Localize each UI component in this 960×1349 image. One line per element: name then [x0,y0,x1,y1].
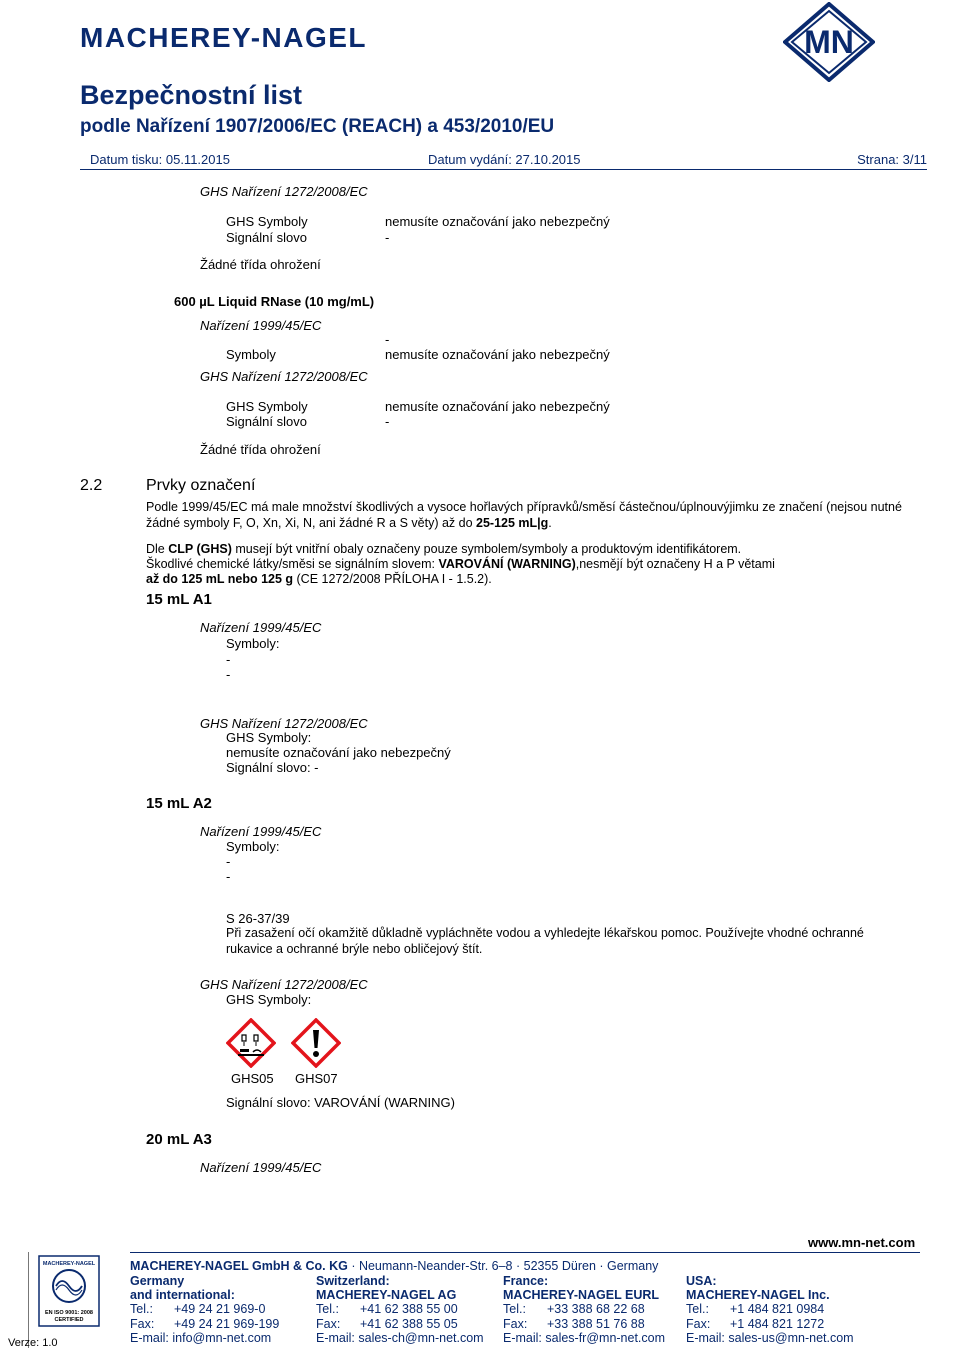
col4-tel-label: Tel.: [686,1302,709,1317]
col2-tel: +41 62 388 55 00 [360,1302,458,1317]
a1-ghs-label: GHS Symboly: [226,730,312,745]
print-date: Datum tisku: 05.11.2015 [90,152,230,167]
block2-dash: - [385,332,390,347]
col1-h1: Germany [130,1274,185,1288]
block2-symbols-label: Symboly [226,347,276,362]
block2-signal-value: - [385,414,390,429]
para2-end: musejí být vnitřní obaly označeny pouze symbolem/symboly a produktovým identifikátorem. [231,542,742,556]
para1-text: Podle 1999/45/EC má male množství škodlivých a vysoce hořlavých přípravků/směsí částečnou/úplnouvýjimku ze značení (nejsou nutné žádné symboly F, O, Xn, Xi, N, ani žádné R a S věty) až do [146,500,902,530]
block1-signal-value: - [385,230,390,245]
col2-fax-label: Fax: [316,1316,341,1331]
document-subtitle: podle Nařízení 1907/2006/EC (REACH) a 453/2010/EU [80,116,555,137]
brand-wordmark: MACHEREY-NAGEL [80,22,368,53]
mn-logo [783,2,875,82]
footer-col-switzerland [316,1274,484,1345]
block2-heading: 600 µL Liquid RNase (10 mg/mL) [174,294,375,309]
block1-ghs-heading: GHS Nařízení 1272/2008/EC [200,184,368,199]
cert-brand: MACHEREY-NAGEL [42,1261,96,1267]
para2-text: Dle [146,542,169,556]
a2-signal: Signální slovo: VAROVÁNÍ (WARNING) [226,1095,455,1110]
a2-ghs-heading: GHS Nařízení 1272/2008/EC [200,977,368,992]
a2-dash-2: - [226,869,231,884]
section-paragraph-4 [146,571,906,587]
col4-mail[interactable]: E-mail: sales-us@mn-net.com [686,1330,854,1345]
col3-tel: +33 388 68 22 68 [547,1302,645,1317]
a1-signal: Signální slovo: - [226,760,319,775]
ghs07-exclamation-icon [291,1018,341,1068]
footer-col-germany [130,1274,279,1345]
col1-mail[interactable]: E-mail: info@mn-net.com [130,1330,272,1345]
a1-dash-2: - [226,667,231,682]
block2-ghs-heading: GHS Nařízení 1272/2008/EC [200,369,368,384]
page-number: Strana: 3/11 [857,152,927,167]
col4-h1: USA: [686,1274,717,1288]
para1-bold: 25-125 mL|g [476,516,549,530]
block2-ghs-label: GHS Symboly [226,399,308,414]
a2-s-text: Při zasažení očí okamžitě důkladně vypláchněte vodou a vyhledejte lékařskou pomoc. Používejte vhodné ochranné rukavice a ochranné brýle nebo obličejový štít. [226,926,864,956]
col4-tel: +1 484 821 0984 [730,1302,825,1317]
para3-end: ,nesmějí být označeny H a P větami [575,557,775,571]
col2-fax: +41 62 388 55 05 [360,1316,458,1331]
para3-bold: VAROVÁNÍ (WARNING) [438,557,576,571]
block1-ghs-label: GHS Symboly [226,214,308,229]
section-title: Prvky označení [146,477,256,494]
issue-date: Datum vydání: 27.10.2015 [428,152,581,167]
a1-dash-1: - [226,652,231,667]
col1-h2: and international: [130,1288,235,1303]
footer-col-france [503,1274,665,1345]
footer-col-usa [686,1274,854,1345]
a2-reg-heading: Nařízení 1999/45/EC [200,824,322,839]
a1-symbols-label: Symboly: [226,636,280,651]
para3-text: Škodlivé chemické látky/směsi se signálním slovem: [146,557,439,571]
document-title: Bezpečnostní list [80,80,303,110]
logo-text: MN [804,24,854,60]
footer-url[interactable]: www.mn-net.com [808,1235,916,1250]
a3-heading: 20 mL A3 [146,1131,212,1148]
ghs05-corrosion-icon [226,1018,276,1068]
a1-ghs-value: nemusíte označování jako nebezpečný [226,745,451,760]
para4-end: (CE 1272/2008 PŘÍLOHA I - 1.5.2). [293,572,492,586]
a2-s-phrase: S 26-37/39 [226,911,290,926]
a1-reg-heading: Nařízení 1999/45/EC [200,620,322,635]
block1-hazard: Žádné třída ohrožení [200,257,321,272]
col4-fax: +1 484 821 1272 [730,1316,825,1331]
block2-reg-heading: Nařízení 1999/45/EC [200,318,322,333]
para4-bold: až do 125 mL nebo 125 g [146,572,294,586]
col2-mail[interactable]: E-mail: sales-ch@mn-net.com [316,1330,484,1345]
a2-heading: 15 mL A2 [146,795,212,812]
ghs07-label: GHS07 [295,1071,338,1086]
block2-symbols-value: nemusíte označování jako nebezpečný [385,347,610,362]
block1-ghs-value: nemusíte označování jako nebezpečný [385,214,610,229]
col1-tel-label: Tel.: [130,1302,153,1317]
cert-line-1: EN ISO 9001: 2008 [44,1310,94,1316]
cert-line-2: CERTIFIED [54,1317,84,1323]
a1-heading: 15 mL A1 [146,591,212,608]
footer-divider [130,1252,920,1253]
footer-company-address: · Neumann-Neander-Str. 6–8 · 52355 Düren · Germany [347,1259,659,1273]
section-number: 2.2 [80,477,103,494]
col4-fax-label: Fax: [686,1316,711,1331]
ghs05-label: GHS05 [231,1071,274,1086]
col1-fax: +49 24 21 969-199 [174,1316,280,1331]
col2-h1: Switzerland: [316,1274,390,1288]
a2-ghs-label: GHS Symboly: [226,992,312,1007]
col3-fax: +33 388 51 76 88 [547,1316,645,1331]
col3-mail[interactable]: E-mail: sales-fr@mn-net.com [503,1330,666,1345]
a1-ghs-heading: GHS Nařízení 1272/2008/EC [200,716,368,731]
date-bar [80,152,927,170]
footer-side-divider [28,1252,29,1348]
section-paragraph-1 [146,499,906,531]
a2-dash-1: - [226,854,231,869]
para2-bold: CLP (GHS) [168,542,232,556]
block1-signal-label: Signální slovo [226,230,307,245]
col2-h2: MACHEREY-NAGEL AG [316,1288,457,1303]
col2-tel-label: Tel.: [316,1302,339,1317]
col3-fax-label: Fax: [503,1316,528,1331]
footer-company-name: MACHEREY-NAGEL GmbH & Co. KG [130,1259,348,1273]
col3-h2: MACHEREY-NAGEL EURL [503,1288,660,1303]
a3-reg-heading: Nařízení 1999/45/EC [200,1160,322,1175]
block2-signal-label: Signální slovo [226,414,307,429]
a2-symbols-label: Symboly: [226,839,280,854]
col1-fax-label: Fax: [130,1316,155,1331]
col3-tel-label: Tel.: [503,1302,526,1317]
iso-certificate-icon [38,1255,100,1327]
section-paragraph-3 [146,556,906,572]
block2-hazard: Žádné třída ohrožení [200,442,321,457]
footer-company [130,1259,658,1273]
col3-h1: France: [503,1274,549,1288]
col4-h2: MACHEREY-NAGEL Inc. [686,1288,830,1303]
col1-tel: +49 24 21 969-0 [174,1302,266,1317]
version-label: Verze: 1.0 [8,1337,58,1349]
block2-ghs-value: nemusíte označování jako nebezpečný [385,399,610,414]
para1-end: . [548,516,552,530]
section-paragraph-2 [146,541,906,557]
